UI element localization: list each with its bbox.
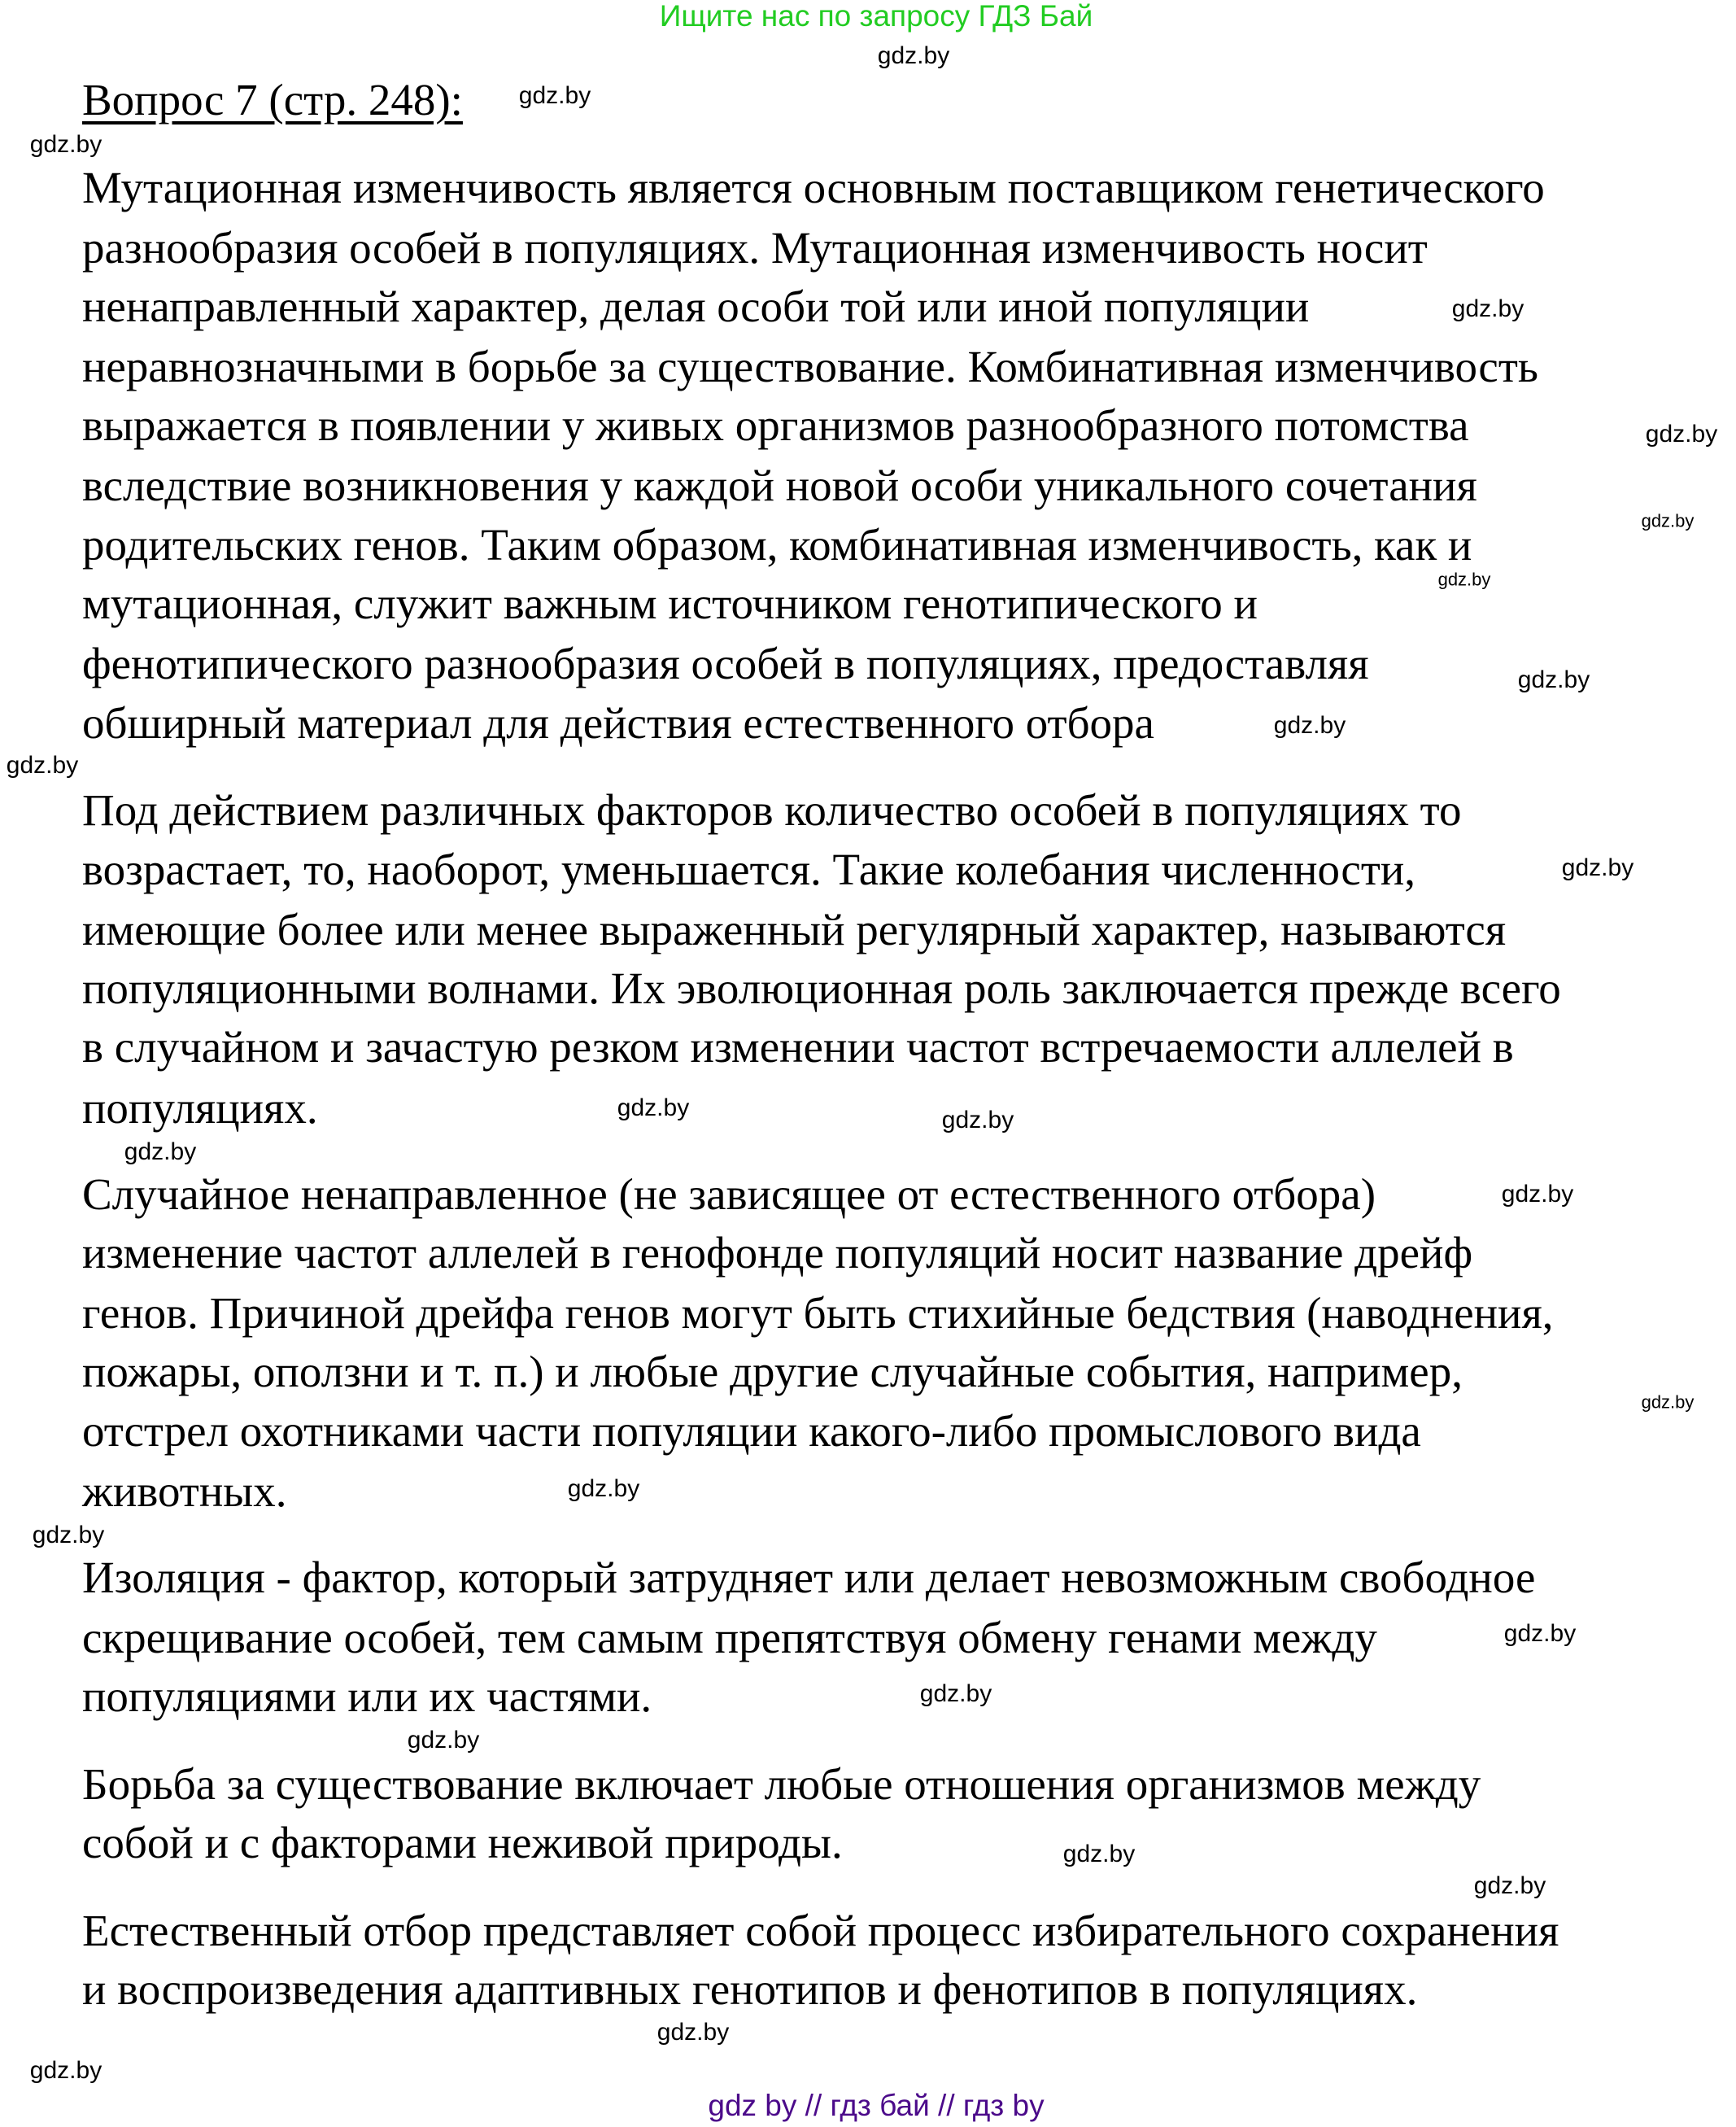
watermark: gdz.by bbox=[1501, 1181, 1574, 1208]
watermark: gdz.by bbox=[407, 1727, 480, 1754]
text-line: разнообразия особей в популяциях. Мутационная изменчивость носит bbox=[82, 223, 1428, 273]
watermark: gdz.by bbox=[1641, 510, 1695, 531]
text-line: скрещивание особей, тем самым препятствуя обмену генами между bbox=[82, 1613, 1377, 1662]
text-line: Изоляция - фактор, который затрудняет или делает невозможным свободное bbox=[82, 1553, 1536, 1602]
text-line: генов. Причиной дрейфа генов могут быть стихийные бедствия (наводнения, bbox=[82, 1288, 1554, 1338]
text-line: возрастает, то, наоборот, уменьшается. Такие колебания численности, bbox=[82, 845, 1416, 894]
text-line: обширный материал для действия естественного отбора bbox=[82, 698, 1154, 748]
text-line: изменение частот аллелей в генофонде популяций носит название дрейф bbox=[82, 1228, 1473, 1278]
text-line: в случайном и зачастую резком изменении частот встречаемости аллелей в bbox=[82, 1022, 1514, 1072]
watermark: gdz.by bbox=[29, 131, 103, 158]
text-line: неравнозначными в борьбе за существование. Комбинативная изменчивость bbox=[82, 342, 1538, 391]
watermark: gdz.by bbox=[29, 2057, 103, 2084]
text-line: имеющие более или менее выраженный регулярный характер, называются bbox=[82, 905, 1507, 954]
text-line: ненаправленный характер, делая особи той или иной популяции bbox=[82, 282, 1310, 331]
text-line: отстрел охотниками части популяции какого-либо промыслового вида bbox=[82, 1406, 1421, 1456]
text-line: Мутационная изменчивость является основным поставщиком генетического bbox=[82, 163, 1545, 212]
watermark: gdz.by bbox=[124, 1138, 197, 1165]
watermark: gdz.by bbox=[1517, 666, 1590, 693]
watermark: gdz.by bbox=[1273, 712, 1346, 739]
text-line: фенотипического разнообразия особей в популяциях, предоставляя bbox=[82, 639, 1369, 688]
watermark: gdz.by bbox=[1062, 1841, 1136, 1867]
footer-links[interactable]: gdz by // гдз бай // гдз by bbox=[708, 2089, 1045, 2122]
watermark: gdz.by bbox=[1437, 569, 1491, 590]
text-line: пожары, оползни и т. п.) и любые другие случайные события, например, bbox=[82, 1347, 1463, 1396]
watermark: gdz.by bbox=[6, 752, 79, 779]
watermark: gdz.by bbox=[567, 1475, 640, 1502]
question-title: Вопрос 7 (стр. 248): bbox=[82, 75, 463, 124]
text-line: животных. bbox=[82, 1466, 287, 1516]
text-line: вследствие возникновения у каждой новой особи уникального сочетания bbox=[82, 461, 1477, 510]
watermark: gdz.by bbox=[941, 1107, 1014, 1133]
watermark: gdz.by bbox=[518, 82, 591, 109]
text-line: Борьба за существование включает любые отношения организмов между bbox=[82, 1759, 1481, 1809]
text-line: и воспроизведения адаптивных генотипов и фенотипов в популяциях. bbox=[82, 1964, 1418, 2014]
watermark: gdz.by bbox=[1473, 1872, 1546, 1899]
watermark: gdz.by bbox=[617, 1094, 690, 1121]
watermark: gdz.by bbox=[919, 1680, 992, 1707]
watermark: gdz.by bbox=[1451, 295, 1524, 322]
search-banner: Ищите нас по запросу ГДЗ Бай bbox=[659, 0, 1093, 33]
watermark: gdz.by bbox=[1641, 1391, 1695, 1413]
watermark: gdz.by bbox=[1503, 1620, 1577, 1647]
watermark: gdz.by bbox=[656, 2019, 730, 2046]
text-line: популяционными волнами. Их эволюционная роль заключается прежде всего bbox=[82, 963, 1561, 1013]
text-line: популяциями или их частями. bbox=[82, 1671, 652, 1721]
text-line: родительских генов. Таким образом, комбинативная изменчивость, как и bbox=[82, 520, 1472, 570]
text-line: Случайное ненаправленное (не зависящее от естественного отбора) bbox=[82, 1169, 1376, 1219]
text-line: Под действием различных факторов количество особей в популяциях то bbox=[82, 785, 1462, 835]
watermark: gdz.by bbox=[877, 42, 950, 69]
watermark: gdz.by bbox=[32, 1522, 105, 1548]
text-line: Естественный отбор представляет собой процесс избирательного сохранения bbox=[82, 1906, 1559, 1955]
text-line: популяциях. bbox=[82, 1083, 318, 1133]
watermark: gdz.by bbox=[1645, 421, 1718, 448]
text-line: мутационная, служит важным источником генотипического и bbox=[82, 579, 1258, 628]
text-line: выражается в появлении у живых организмов разнообразного потомства bbox=[82, 400, 1469, 450]
text-line: собой и с факторами неживой природы. bbox=[82, 1818, 843, 1867]
watermark: gdz.by bbox=[1561, 854, 1634, 881]
